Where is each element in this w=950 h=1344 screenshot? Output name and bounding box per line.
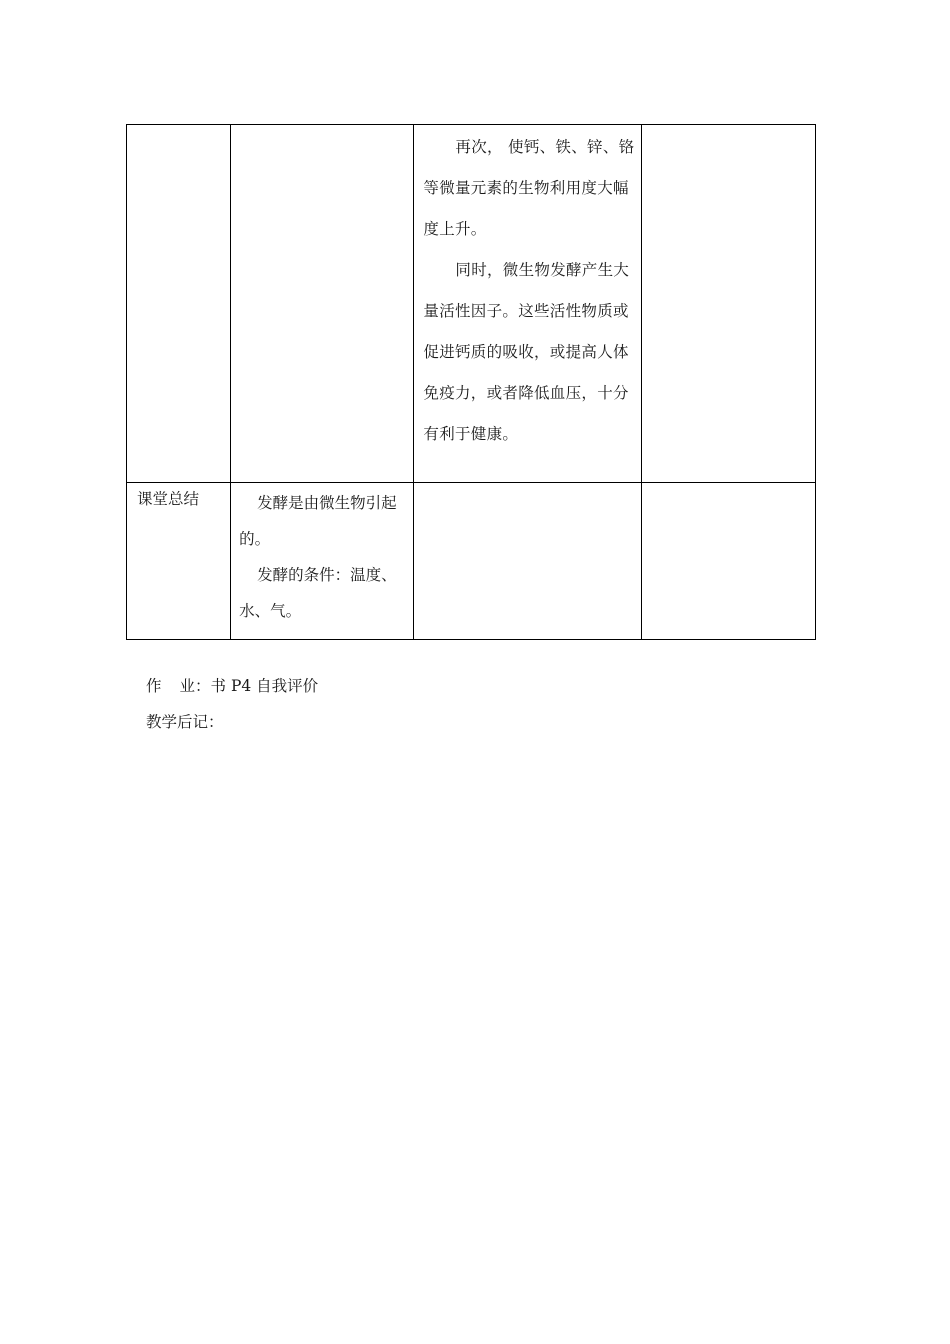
teaching-notes-label: 教学后记： xyxy=(146,713,224,731)
lesson-plan-table xyxy=(126,124,816,640)
table-cell-summary xyxy=(231,483,414,640)
table-cell-empty xyxy=(414,483,641,640)
paragraph-active-factors: 同时，微生物发酵产生大量活性因子。这些活性物质或促进钙质的吸收，或提高人体免疫力，或者降低血压，十分有利于健康。 xyxy=(423,261,630,443)
paragraph-trace-elements: 再次， 使钙、铁、锌、铬等微量元素的生物利用度大幅度上升。 xyxy=(423,138,635,238)
homework-label-b: 业：书 P4 自我评价 xyxy=(179,677,319,695)
class-summary-label: 课堂总结 xyxy=(137,490,200,508)
summary-line-fermentation: 发酵是由微生物引起的。 xyxy=(239,494,397,548)
homework-label-a: 作 xyxy=(146,677,162,695)
table-cell-empty xyxy=(641,483,815,640)
homework-line xyxy=(146,676,318,696)
table-cell-content xyxy=(414,125,641,483)
table-cell-empty xyxy=(231,125,414,483)
table-cell-label xyxy=(127,483,231,640)
table-cell-empty xyxy=(127,125,231,483)
table-cell-empty xyxy=(641,125,815,483)
table-row xyxy=(127,483,816,640)
table-row xyxy=(127,125,816,483)
summary-line-conditions: 发酵的条件：温度、水、气。 xyxy=(239,566,397,620)
